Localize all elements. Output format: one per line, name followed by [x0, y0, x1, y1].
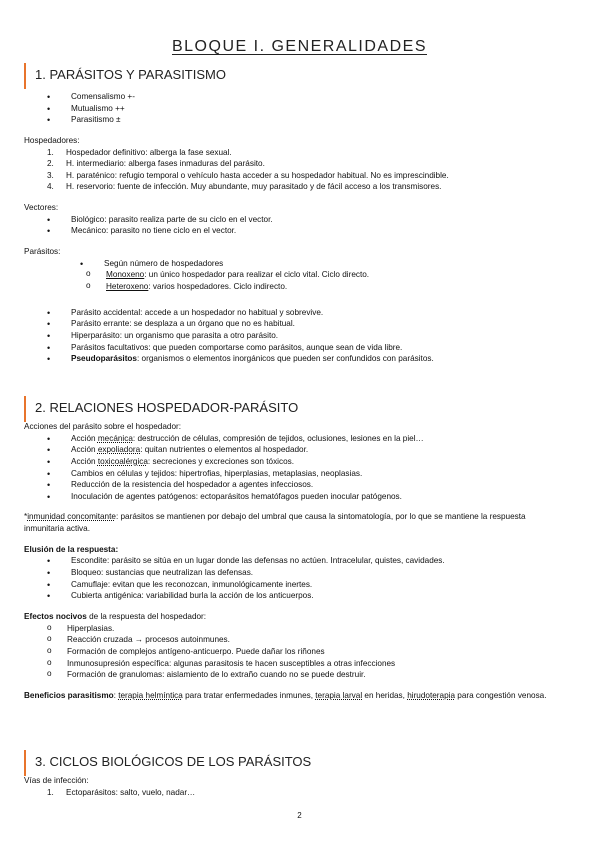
list-item: • Pseudoparásitos: organismos o elementos inorgánicos que pueden ser confundidos con parásitos.: [47, 353, 564, 365]
list-item: • Reducción de la resistencia del hospedador a agentes infecciosos.: [47, 479, 564, 491]
list-item: o Heteroxeno: varios hospedadores. Ciclo indirecto.: [86, 281, 564, 293]
list-item: • Biológico: parasito realiza parte de su ciclo en el vector.: [47, 214, 564, 226]
section-1-heading: 1. PARÁSITOS Y PARASITISMO: [24, 65, 564, 85]
list-item: • Hiperparásito: un organismo que parasita a otro parásito.: [47, 330, 564, 342]
list-item: • Mecánico: parasito no tiene ciclo en el vector.: [47, 225, 564, 237]
hospedadores-list: [24, 147, 564, 194]
vectores-label: Vectores:: [24, 203, 59, 213]
efectos-label: Efectos nocivos de la respuesta del hospedador:: [24, 611, 207, 621]
hospedadores-count-list: [57, 269, 564, 292]
list-item: o Hiperplasias.: [47, 623, 564, 635]
parasite-types-list: [24, 307, 564, 365]
section-2: [24, 398, 564, 701]
relation-list: [24, 91, 564, 126]
list-item: 3. H. paraténico: refugio temporal o vehículo hasta acceder a su hospedador habitual. No es imprescindible.: [47, 170, 449, 180]
parasitos-label: Parásitos:: [24, 247, 61, 257]
vias-list: [24, 787, 564, 799]
list-item: • Cambios en células y tejidos: hipertrofias, hiperplasias, metaplasias, neoplasias.: [47, 468, 564, 480]
vias-label: Vías de infección:: [24, 776, 89, 785]
elusion-list: [24, 555, 564, 602]
vectores-list: [24, 214, 564, 237]
list-item: • Acción mecánica: destrucción de células, compresión de tejidos, oclusiones, lesiones en la piel…: [47, 433, 564, 445]
list-item: • Bloqueo: sustancias que neutralizan las defensas.: [47, 567, 564, 579]
section-1: [24, 65, 564, 365]
list-item: o Formación de complejos antígeno-anticuerpo. Puede dañar los riñones: [47, 646, 564, 658]
list-item: • Parasitismo ±: [47, 114, 564, 126]
section-3: [24, 752, 564, 798]
efectos-list: [18, 623, 564, 681]
list-item: • Acción toxicoalérgica: secreciones y excreciones son tóxicos.: [47, 456, 564, 468]
list-item: • Parásito errante: se desplaza a un órgano que no es habitual.: [47, 318, 564, 330]
list-item: • Camuflaje: evitan que les reconozcan, inmunológicamente inertes.: [47, 579, 564, 591]
parasitos-sublist: [57, 258, 564, 270]
list-item: o Inmunosupresión específica: algunas parasitosis te hacen susceptibles a otras infecciones: [47, 658, 564, 670]
list-item: 2. H. intermediario: alberga fases inmaduras del parásito.: [47, 159, 265, 169]
list-item: • Mutualismo ++: [47, 103, 564, 115]
list-item: • Cubierta antigénica: variabilidad burla la acción de los anticuerpos.: [47, 590, 564, 602]
list-item: 4. H. reservorio: fuente de infección. Muy abundante, muy parasitado y de fácil acceso a los transmisores.: [47, 182, 442, 192]
list-item: • Escondite: parásito se sitúa en un lugar donde las defensas no actúen. Intracelular, quistes, cavidades.: [47, 555, 564, 567]
page-title: BLOQUE I. GENERALIDADES: [171, 38, 427, 55]
list-item: o Reacción cruzada → procesos autoinmunes.: [47, 634, 564, 646]
section-2-heading: 2. RELACIONES HOSPEDADOR-PARÁSITO: [24, 398, 564, 418]
section-3-heading: 3. CICLOS BIOLÓGICOS DE LOS PARÁSITOS: [24, 752, 564, 772]
acciones-list: [24, 433, 564, 503]
list-item: • Acción expoliadora: quitan nutrientes o elementos al hospedador.: [47, 444, 564, 456]
inmunidad-note: *inmunidad concomitante: parásitos se mantienen por debajo del umbral que causa la sintomatología, por lo que se mantiene la respuesta inmunitaria activa.: [24, 512, 526, 534]
list-item: • Parásitos facultativos: que pueden comportarse como parásitos, aunque sean de vida libre.: [47, 342, 564, 354]
list-item: 1. Hospedador definitivo: alberga la fase sexual.: [47, 147, 232, 157]
list-item: o Monoxeno: un único hospedador para realizar el ciclo vital. Ciclo directo.: [86, 269, 564, 281]
list-item: • Inoculación de agentes patógenos: ectoparásitos hematófagos pueden inocular patógenos.: [47, 491, 564, 503]
page-number: 2: [297, 811, 302, 820]
beneficios-paragraph: Beneficios parasitismo: terapia helmíntica para tratar enfermedades inmunes, terapia larval en heridas, hirudoterapia para congestión venosa.: [24, 690, 547, 700]
acciones-label: Acciones del parásito sobre el hospedador:: [24, 422, 182, 431]
list-item: 1. Ectoparásitos: salto, vuelo, nadar…: [47, 787, 196, 797]
list-item: o Formación de granulomas: aislamiento de lo extraño cuando no se puede destruir.: [47, 669, 564, 681]
hospedadores-label: Hospedadores:: [24, 135, 80, 145]
elusion-label: Elusión de la respuesta:: [24, 544, 119, 554]
list-item: • Según número de hospedadores: [80, 258, 564, 270]
list-item: • Comensalismo +-: [47, 91, 564, 103]
list-item: • Parásito accidental: accede a un hospedador no habitual y sobrevive.: [47, 307, 564, 319]
